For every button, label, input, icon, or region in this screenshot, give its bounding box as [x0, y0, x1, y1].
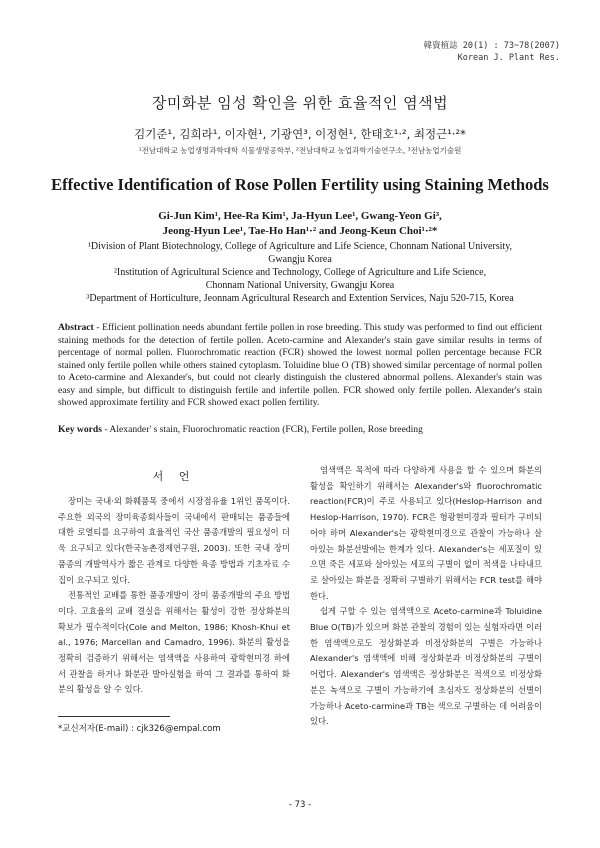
abstract-label: Abstract — [58, 322, 94, 333]
keywords-label: Key words — [58, 424, 102, 435]
right-column — [310, 463, 542, 730]
english-authors-line1: Gi-Jun Kim¹, Hee-Ra Kim¹, Ja-Hyun Lee¹, Gwang-Yeon Gi³, — [158, 210, 442, 222]
left-column — [58, 494, 290, 698]
abstract — [58, 322, 542, 410]
korean-title: 장미화분 임성 확인을 위한 효율적인 염색법 — [151, 94, 449, 112]
english-affiliation-1b: Gwangju Korea — [268, 254, 332, 265]
keywords-text: - Alexander' s stain, Fluorochromatic reaction (FCR), Fertile pollen, Rose breeding — [101, 424, 423, 435]
left-paragraph-1: 장미는 국내·외 화훼품목 중에서 시장점유율 1위인 품목이다. 주요한 외국의 장미육종회사들이 국내에서 판매되는 품종들에 대한 로열티를 요구하여 효율적인 국산 품종개발의 필요성이 더욱 요구되고 있다(한국농촌경제연구원, 2003). 또한 국내 장미 품종의 개발역사가 짧은 관계로 다양한 육종 방법과 기초자료 수집이 요구되고 있다. — [58, 496, 290, 585]
keywords — [58, 424, 542, 435]
page-number: - 73 - — [288, 800, 312, 810]
abstract-text: - Efficient pollination needs abundant fertile pollen in rose breeding. This study was performed to find out efficient staining methods for the detection of fertile pollen. Aceto-carmine and Alexander's stain gave similar results in terms of percentage of normal pollen. Fluorochromatic reaction (FCR) showed the lowest normal pollen percentage because FCR stained only fertile pollen while others stained cytoplasm. Toluidine blue O (TB) showed similar percentage of normal pollen to Aceto-carmine and Alexander's, but could not clearly distinguish the clustered abnormal pollens. Alexander's stain was easy and simple, but difficult to distinguish fertile and infertile pollen. FCR showed only fertile pollen. Alexander's stain showed approximate fertility and FCR showed exact pollen fertility. — [58, 322, 542, 408]
right-paragraph-2: 쉽게 구할 수 있는 염색액으로 Aceto-carmine과 Toluidine Blue O(TB)가 있으며 화분 관찰의 경험이 있는 실험자라면 이러한 염색액으로도 정상화분과 비정상화분의 구별은 가능하나 Alexander's 염색액에 비해 정상화분과 비정상화분의 구별이 어렵다. Alexander's 염색액은 정상화분은 적색으로 비정상화분은 녹색으로 구별이 가능하기에 초심자도 정상화분의 선별이 가능하나 Aceto-carmine과 TB는 색으로 구별하는 데 어려움이 있다. — [310, 606, 542, 727]
journal-name: Korean J. Plant Res. — [457, 53, 560, 63]
english-affiliation-2a: ²Institution of Agricultural Science and Technology, College of Agriculture and Life Science, — [113, 267, 487, 278]
english-title: Effective Identification of Rose Pollen Fertility using Staining Methods — [51, 175, 549, 194]
journal-header — [424, 40, 560, 64]
english-affiliation-1a: ¹Division of Plant Biotechnology, College of Agriculture and Life Science, Chonnam National University, — [87, 241, 513, 252]
korean-authors: 김기준¹, 김희라¹, 이자현¹, 기광연³, 이정현¹, 한태호¹·², 최정근¹·²* — [134, 127, 466, 141]
korean-affiliations: ¹전남대학교 농업생명과학대학 식물생명공학부, ²전남대학교 농업과학기술연구소, ³전남농업기술원 — [138, 146, 462, 155]
footnote-divider — [58, 716, 170, 717]
section-heading-introduction: 서 언 — [152, 470, 196, 483]
english-affiliation-2b: Chonnam National University, Gwangju Korea — [205, 280, 395, 291]
english-affiliation-3: ³Department of Horticulture, Jeonnam Agricultural Research and Extention Services, Naju 520-715, Korea — [86, 293, 514, 304]
left-paragraph-2: 전통적인 교배를 통한 품종개발이 장미 품종개발의 주요 방법이다. 고효율의 교배 결실을 위해서는 활성이 강한 정상화분의 확보가 필수적이다(Cole and Melton, 1986; Khosh-Khui et al., 1976; Marcellan and Camadro, 1996). 화분의 활성을 정확히 검증하기 위해서는 염색액을 사용하여 광학현미경 하에서 관찰을 하거나 화분관 발아실험을 하여 그 결과를 통하여 화분의 활성을 알 수 있다. — [58, 590, 290, 695]
journal-citation: 韓資植誌 20(1) : 73~78(2007) — [423, 41, 560, 51]
right-paragraph-1: 염색액은 목적에 따라 다양하게 사용을 할 수 있으며 화분의 활성을 확인하기 위해서는 Alexander's와 fluorochromatic reaction(FCR)이 주로 사용되고 있다(Heslop-Harrison and Heslop-Harrison, 1970). FCR은 형광현미경과 필터가 구비되어야 하며 Alexander's는 광학현미경으로 관찰이 가능하나 살아있는 화분선발에는 한계가 있다. Alexander's는 세포질이 있으면 죽은 세포와 살아있는 세포의 구별이 없이 적색을 나타내므로 살아있는 화분을 정확히 구별하기 위해서는 FCR test를 해야 한다. — [310, 465, 542, 601]
english-authors-line2: Jeong-Hyun Lee¹, Tae-Ho Han¹·² and Jeong-Keun Choi¹·²* — [162, 225, 438, 237]
corresponding-author-footnote: *교신저자(E-mail) : cjk326@empal.com — [58, 724, 221, 734]
